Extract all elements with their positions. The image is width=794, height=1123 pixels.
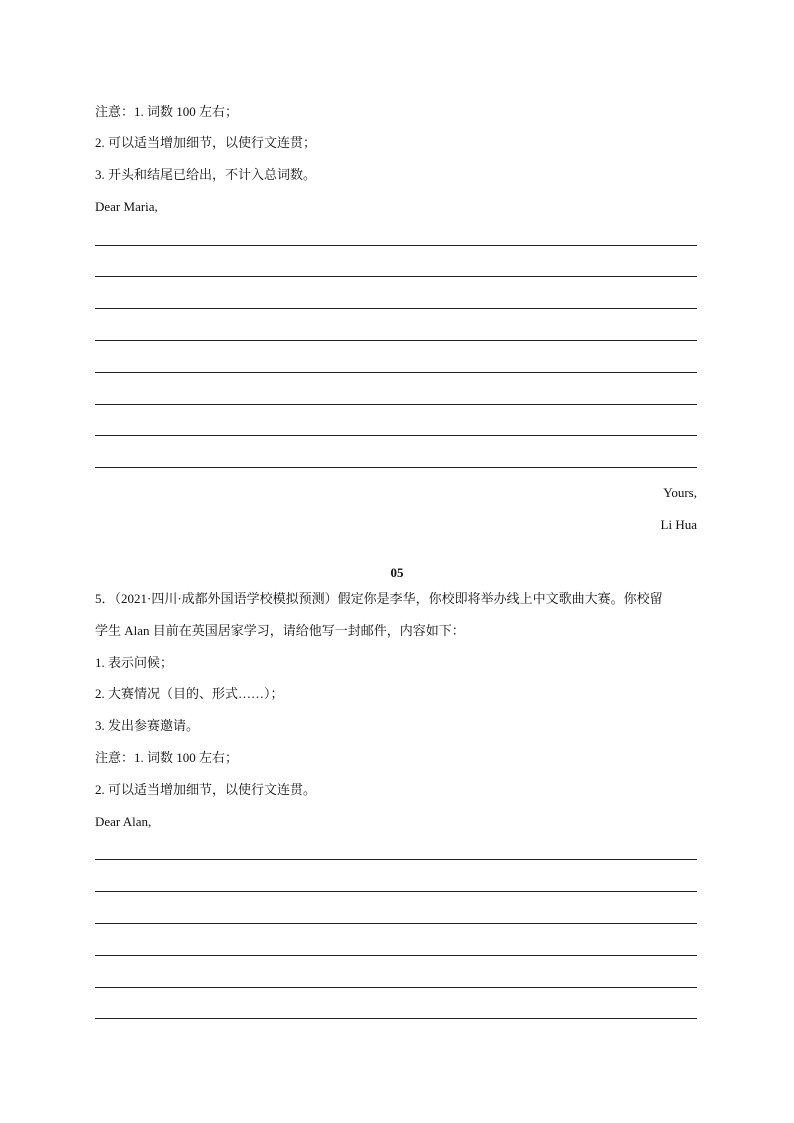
writing-line <box>95 1018 697 1019</box>
greeting-alan: Dear Alan, <box>95 814 152 829</box>
content-item-greeting: 1. 表示问候； <box>95 655 174 670</box>
signature-li-hua: Li Hua <box>660 517 697 532</box>
note-word-count: 注意：1. 词数 100 左右； <box>95 104 239 119</box>
note-add-details: 2. 可以适当增加细节，以使行文连贯。 <box>95 782 317 797</box>
note-opening-closing: 3. 开头和结尾已给出，不计入总词数。 <box>95 167 317 182</box>
writing-line <box>95 308 697 309</box>
writing-line <box>95 891 697 892</box>
writing-line <box>95 340 697 341</box>
writing-line <box>95 404 697 405</box>
writing-line <box>95 955 697 956</box>
question-number: 05 <box>390 565 404 580</box>
content-item-contest-info: 2. 大赛情况（目的、形式……）； <box>95 686 284 701</box>
writing-line <box>95 435 697 436</box>
writing-line <box>95 245 697 246</box>
writing-line <box>95 859 697 860</box>
prompt-line-2: 学生 Alan 目前在英国居家学习，请给他写一封邮件，内容如下： <box>95 623 465 638</box>
writing-line <box>95 276 697 277</box>
content-item-invitation: 3. 发出参赛邀请。 <box>95 718 200 733</box>
writing-line <box>95 372 697 373</box>
prompt-line-1: 5．（2021·四川·成都外国语学校模拟预测）假定你是李华，你校即将举办线上中文歌曲大赛。你校留 <box>95 591 663 606</box>
writing-line <box>95 467 697 468</box>
note-add-details: 2. 可以适当增加细节，以使行文连贯； <box>95 135 317 150</box>
writing-line <box>95 923 697 924</box>
writing-line <box>95 987 697 988</box>
note-word-count: 注意：1. 词数 100 左右； <box>95 750 239 765</box>
greeting-maria: Dear Maria, <box>95 199 158 214</box>
closing-yours: Yours, <box>663 485 697 500</box>
